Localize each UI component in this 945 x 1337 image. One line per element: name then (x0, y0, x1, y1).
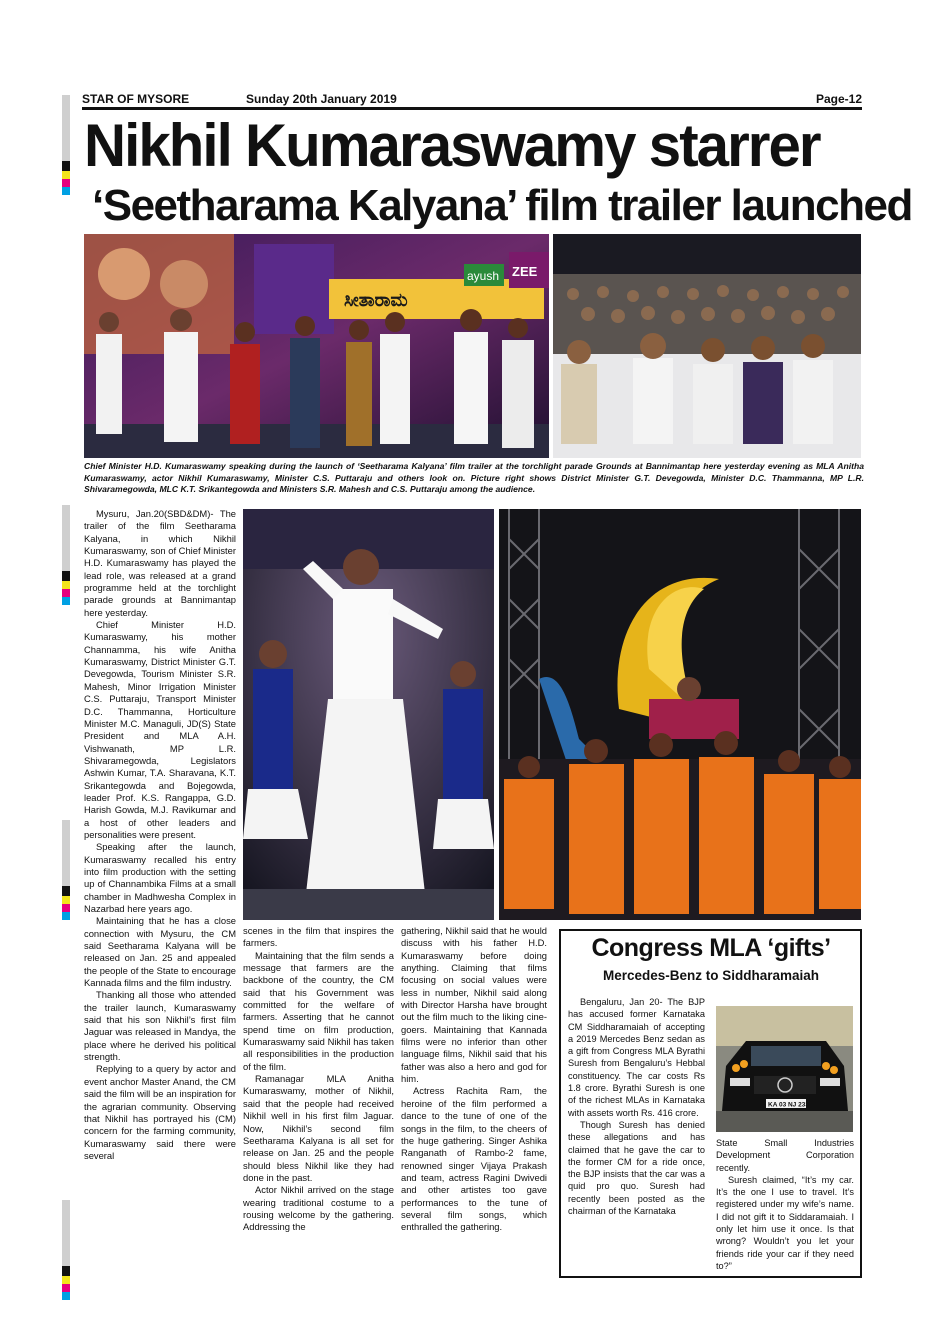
car-license-plate: KA 03 NJ 233 (768, 1101, 809, 1109)
photo-audience (553, 234, 861, 458)
article-paragraph: Maintaining that the film sends a message that farmers are the backbone of the country, the CM said that his Government was committed for the welfare of farmers. Asserting that he cannot spend time on film production, Kumaraswamy said Nikhil has taken all responsibilities in the production of the film. (243, 949, 394, 1072)
registration-strip-bottom (62, 1200, 70, 1300)
photo-nikhil-performing (243, 509, 494, 920)
sidebar-paragraph: Suresh claimed, “It’s my car. It’s the one I use to travel. It’s registered under my wife’s name. I did not gift it to Siddaramaiah. I only let him use it once. Is that wrong? Wouldn’t you let your friends ride your car if they need to?” (716, 1174, 854, 1271)
registration-strip-lower (62, 820, 70, 920)
issue-date: Sunday 20th January 2019 (246, 92, 397, 106)
article-column-3 (401, 925, 547, 1234)
registration-strip-top (62, 95, 70, 195)
article-paragraph: scenes in the film that inspires the farmers. (243, 925, 394, 949)
photo-dance-troupe (499, 509, 861, 920)
article-paragraph: Thanking all those who attended the trailer launch, Kumaraswamy said that his son Nikhil’s first film Jaguar was released in Mandya, the place where he derived his political strength. (84, 989, 236, 1063)
stage-signage-zee: ZEE (512, 264, 538, 279)
article-paragraph: Maintaining that he has a close connection with Mysuru, the CM said Seetharama Kalyana will be released on Jan. 25 and appealed the people of the State to encourage Kannada films and the film industry. (84, 915, 236, 989)
sidebar-subtitle: Mercedes-Benz to Siddharamaiah (602, 968, 820, 983)
sidebar-column-2 (716, 1137, 854, 1272)
sidebar-paragraph: Though Suresh has denied these allegations and has claimed that he gave the car to the former CM for a ride once, the BJP insists that the car was a quid pro quo. Suresh had recently been posted as the chairman of the Karnataka (568, 1119, 705, 1217)
headline-line-2: ‘Seetharama Kalyana’ film trailer launched (92, 181, 912, 230)
stage-signage-kannada: ಸೀತಾರಾಮ (344, 290, 408, 311)
sidebar-column-1 (568, 996, 705, 1217)
paper-name: STAR OF MYSORE (82, 92, 190, 106)
photo-stage-launch (84, 234, 549, 458)
sidebar-paragraph: Bengaluru, Jan 20- The BJP has accused former Karnataka CM Siddharamaiah of accepting a 2019 Mercedes Benz sedan as a gift from Congress MLA Byrathi Suresh from Bengaluru’s Hebbal constituency. The car costs Rs 1.8 crore. Byrathi Suresh is one of the richest MLAs in Karnataka with assets worth Rs. 416 crore. (568, 997, 705, 1118)
article-paragraph: Speaking after the launch, Kumaraswamy recalled his entry into film production with the setting up of Channambika Films at a small chamber in Madhwesha Complex in Nazarbad here years ago. (84, 841, 236, 914)
article-paragraph: Ramanagar MLA Anitha Kumaraswamy, mother of Nikhil, said that the people had received Nikhil well in his first film Jaguar. Now, Nikhil’s second film Seetharama Kalyana is all set for release on Jan. 25 and the people should bless Nikhil like they had done in the past. (243, 1073, 394, 1183)
stage-signage-ayush: ayush (467, 269, 500, 283)
article-paragraph: Actor Nikhil arrived on the stage wearing traditional costume to a rousing welcome by the gathering. Addressing the (243, 1184, 394, 1233)
page-number: Page-12 (815, 92, 862, 106)
photo-caption: Chief Minister H.D. Kumaraswamy speaking during the launch of ‘Seetharama Kalyana’ film trailer at the torchlight parade Grounds at Bannimantap here yesterday evening as MLA Anitha Kumaraswamy, actor Nikhil Kumaraswamy, Minister C.S. Puttaraju and others look on. Picture right shows District Minister G.T. Devegowda, Minister D.C. Thammanna, MP L.R. Shivaramegowda, MLC K.T. Srikantegowda and Ministers S.R. Mahesh and C.S. Puttaraju among the audience. (84, 461, 864, 495)
article-paragraph: gathering, Nikhil said that he would discuss with his father H.D. Kumaraswamy before doing anything. Claiming that films focusing on social values were less in number, Nikhil said along with Director Harsha have brought out the film much to the liking cine-goers. Maintaining that Kannada films were no inferior than other language films, Nikhil said that his father was also a hero and god for him. (401, 925, 547, 1085)
sidebar-title: Congress MLA ‘gifts’ (591, 934, 831, 962)
article-column-1 (84, 508, 236, 1162)
article-paragraph: Mysuru, Jan.20(SBD&DM)- The trailer of the film Seetharama Kalyana, in which Nikhil Kumaraswamy, son of Chief Minister H.D. Kumaraswamy has played the lead role, was released at a grand programme held at the torchlight parade grounds at Bannimantap here yesterday. (84, 508, 236, 618)
article-paragraph: Actress Rachita Ram, the heroine of the film performed a dance to the tune of one of the songs in the film, to the cheers of the huge gathering. Singer Ashika Ranganath of Rambo-2 fame, renowned singer Vijaya Prakash and team, actress Ragini Dwivedi and other artistes too gave performances to the tune of several film songs, which enthralled the gathering. (401, 1085, 547, 1233)
sidebar-paragraph: State Small Industries Development Corporation recently. (716, 1138, 854, 1173)
masthead (82, 92, 862, 106)
article-paragraph: Replying to a query by actor and event anchor Master Anand, the CM said the film will be an inspiration for the agrarian community. Observing that Nikhil has portrayed his (CM) concern for the farming community, Kumaraswamy said there were several (84, 1063, 236, 1161)
article-column-2 (243, 925, 394, 1234)
photo-mercedes-car (716, 1006, 853, 1132)
headline-line-1: Nikhil Kumaraswamy starrer (84, 112, 820, 179)
article-paragraph: Chief Minister H.D. Kumaraswamy, his mother Channamma, his wife Anitha Kumaraswamy, District Minister G.T. Devegowda, Tourism Minister S.R. Mahesh, Minor Irrigation Minister C.S. Puttaraju, Transport Minister D.C. Thammanna, Horticulture Minister M.C. Managuli, JD(S) State President and MLA A.H. Vishwanath, MP L.R. Shivaramegowda, Legislators Ashwin Kumar, T.A. Sharavana, K.T. Srikantegowda and Bojegowda, leader Prof. K.S. Rangappa, G.D. Harish Gowda, M.J. Ravikumar and a host of other leaders and personalities were present. (84, 619, 236, 840)
registration-strip-middle (62, 505, 70, 605)
